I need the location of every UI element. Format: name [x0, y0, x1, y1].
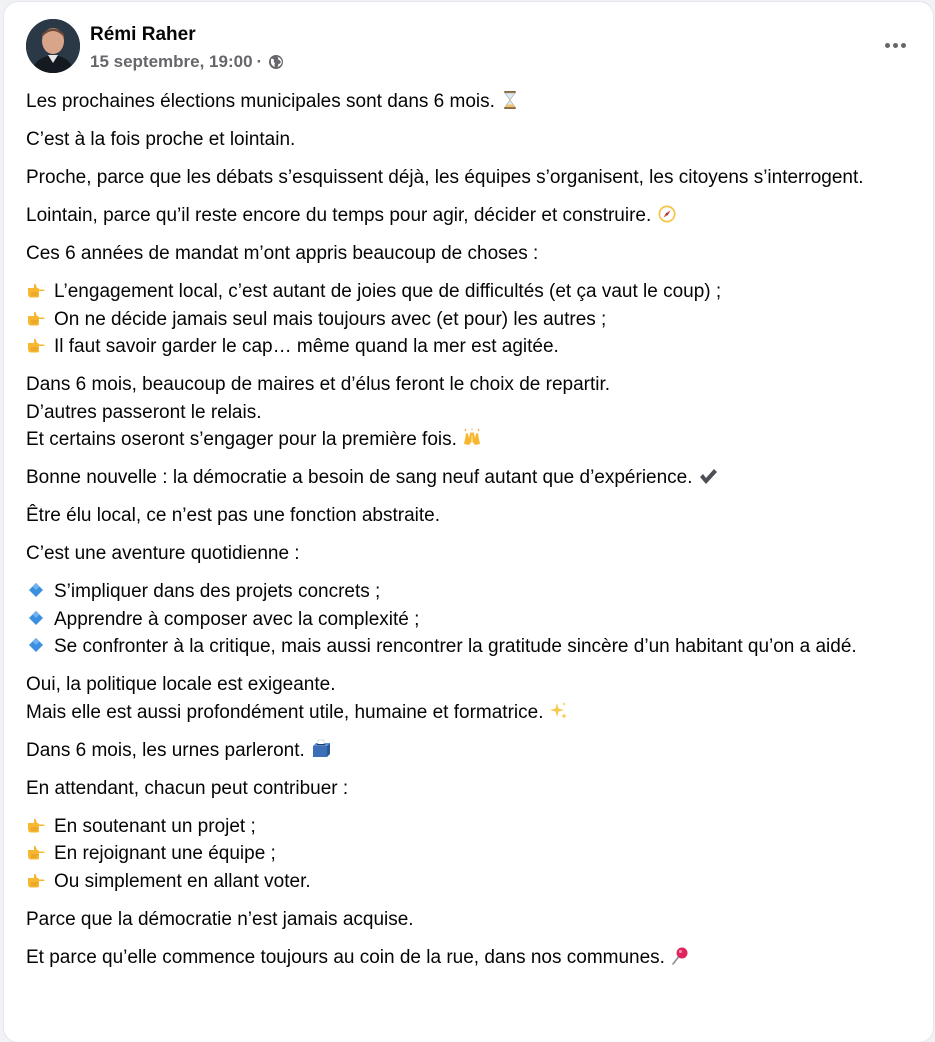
text-line: Dans 6 mois, les urnes parleront. [26, 739, 305, 761]
text-line: C’est une aventure quotidienne : [26, 543, 300, 564]
ballot-box-icon [310, 739, 330, 759]
paragraph [26, 464, 906, 492]
post-body [26, 88, 906, 982]
list-item: En soutenant un projet ; [26, 816, 256, 837]
pointing-hand-icon [26, 842, 46, 862]
list-aventure [26, 578, 906, 661]
list-item: S’impliquer dans des projets concrets ; [26, 581, 380, 602]
post-date[interactable]: 15 septembre, 19:00 [90, 52, 253, 71]
list-engagement [26, 278, 906, 361]
text-line: Mais elle est aussi profondément utile, humaine et formatrice. [26, 701, 544, 723]
paragraph [26, 906, 906, 934]
pointing-hand-icon [26, 335, 46, 355]
text-line: Proche, parce que les débats s’esquissent déjà, les équipes s’organisent, les citoyens s’interrogent. [26, 167, 864, 188]
avatar[interactable] [26, 19, 80, 73]
check-mark-icon [698, 466, 718, 486]
paragraph [26, 371, 906, 454]
paragraph [26, 737, 906, 765]
paragraph [26, 775, 906, 803]
text-line: C’est à la fois proche et lointain. [26, 129, 296, 150]
paragraph [26, 126, 906, 154]
list-contribuer [26, 813, 906, 896]
post-card [4, 2, 933, 1042]
round-pushpin-icon [670, 946, 690, 966]
paragraph [26, 164, 906, 192]
text-line: Ces 6 années de mandat m’ont appris beaucoup de choses : [26, 243, 539, 264]
list-item: Apprendre à composer avec la complexité ; [26, 609, 419, 630]
text-line: Lointain, parce qu’il reste encore du temps pour agir, décider et construire. [26, 205, 652, 226]
list-item: Ou simplement en allant voter. [26, 871, 311, 892]
pointing-hand-icon [26, 870, 46, 890]
sparkles-icon [549, 701, 569, 721]
raised-hands-icon [462, 428, 482, 448]
paragraph [26, 944, 906, 972]
compass-icon [657, 204, 677, 224]
avatar-image [26, 19, 80, 73]
list-item: Il faut savoir garder le cap… même quand la mer est agitée. [26, 336, 559, 357]
text-line: D’autres passeront le relais. [26, 401, 262, 423]
meta-separator: · [256, 52, 263, 71]
text-line: Être élu local, ce n’est pas une fonction abstraite. [26, 505, 441, 526]
text-line: Dans 6 mois, beaucoup de maires et d’élus feront le choix de repartir. [26, 374, 611, 395]
more-options-icon[interactable] [877, 33, 913, 57]
pointing-hand-icon [26, 815, 46, 835]
post-header [26, 19, 913, 77]
list-item: L’engagement local, c’est autant de joies que de difficultés (et ça vaut le coup) ; [26, 281, 721, 302]
text-line: Bonne nouvelle : la démocratie a besoin de sang neuf autant que d’expérience. [26, 467, 693, 488]
list-item: En rejoignant une équipe ; [26, 843, 276, 864]
author-name[interactable]: Rémi Raher [90, 24, 196, 45]
pointing-hand-icon [26, 308, 46, 328]
paragraph [26, 540, 906, 568]
hourglass-icon [500, 90, 520, 110]
blue-diamond-icon [26, 635, 46, 655]
text-line: En attendant, chacun peut contribuer : [26, 777, 349, 799]
globe-icon[interactable] [268, 54, 284, 70]
text-line: Parce que la démocratie n’est jamais acquise. [26, 908, 414, 930]
paragraph [26, 671, 906, 726]
blue-diamond-icon [26, 580, 46, 600]
text-line: Oui, la politique locale est exigeante. [26, 674, 336, 695]
list-item: Se confronter à la critique, mais aussi rencontrer la gratitude sincère d’un habitant qu’on a aidé. [26, 636, 857, 657]
text-line: Et certains oseront s’engager pour la première fois. [26, 429, 457, 450]
text-line: Et parce qu’elle commence toujours au coin de la rue, dans nos communes. [26, 946, 665, 968]
blue-diamond-icon [26, 608, 46, 628]
post-meta [90, 52, 284, 72]
pointing-hand-icon [26, 280, 46, 300]
paragraph [26, 502, 906, 530]
paragraph [26, 240, 906, 268]
list-item: On ne décide jamais seul mais toujours avec (et pour) les autres ; [26, 309, 606, 330]
paragraph [26, 202, 906, 230]
paragraph [26, 88, 906, 116]
text-line: Les prochaines élections municipales sont dans 6 mois. [26, 91, 495, 112]
